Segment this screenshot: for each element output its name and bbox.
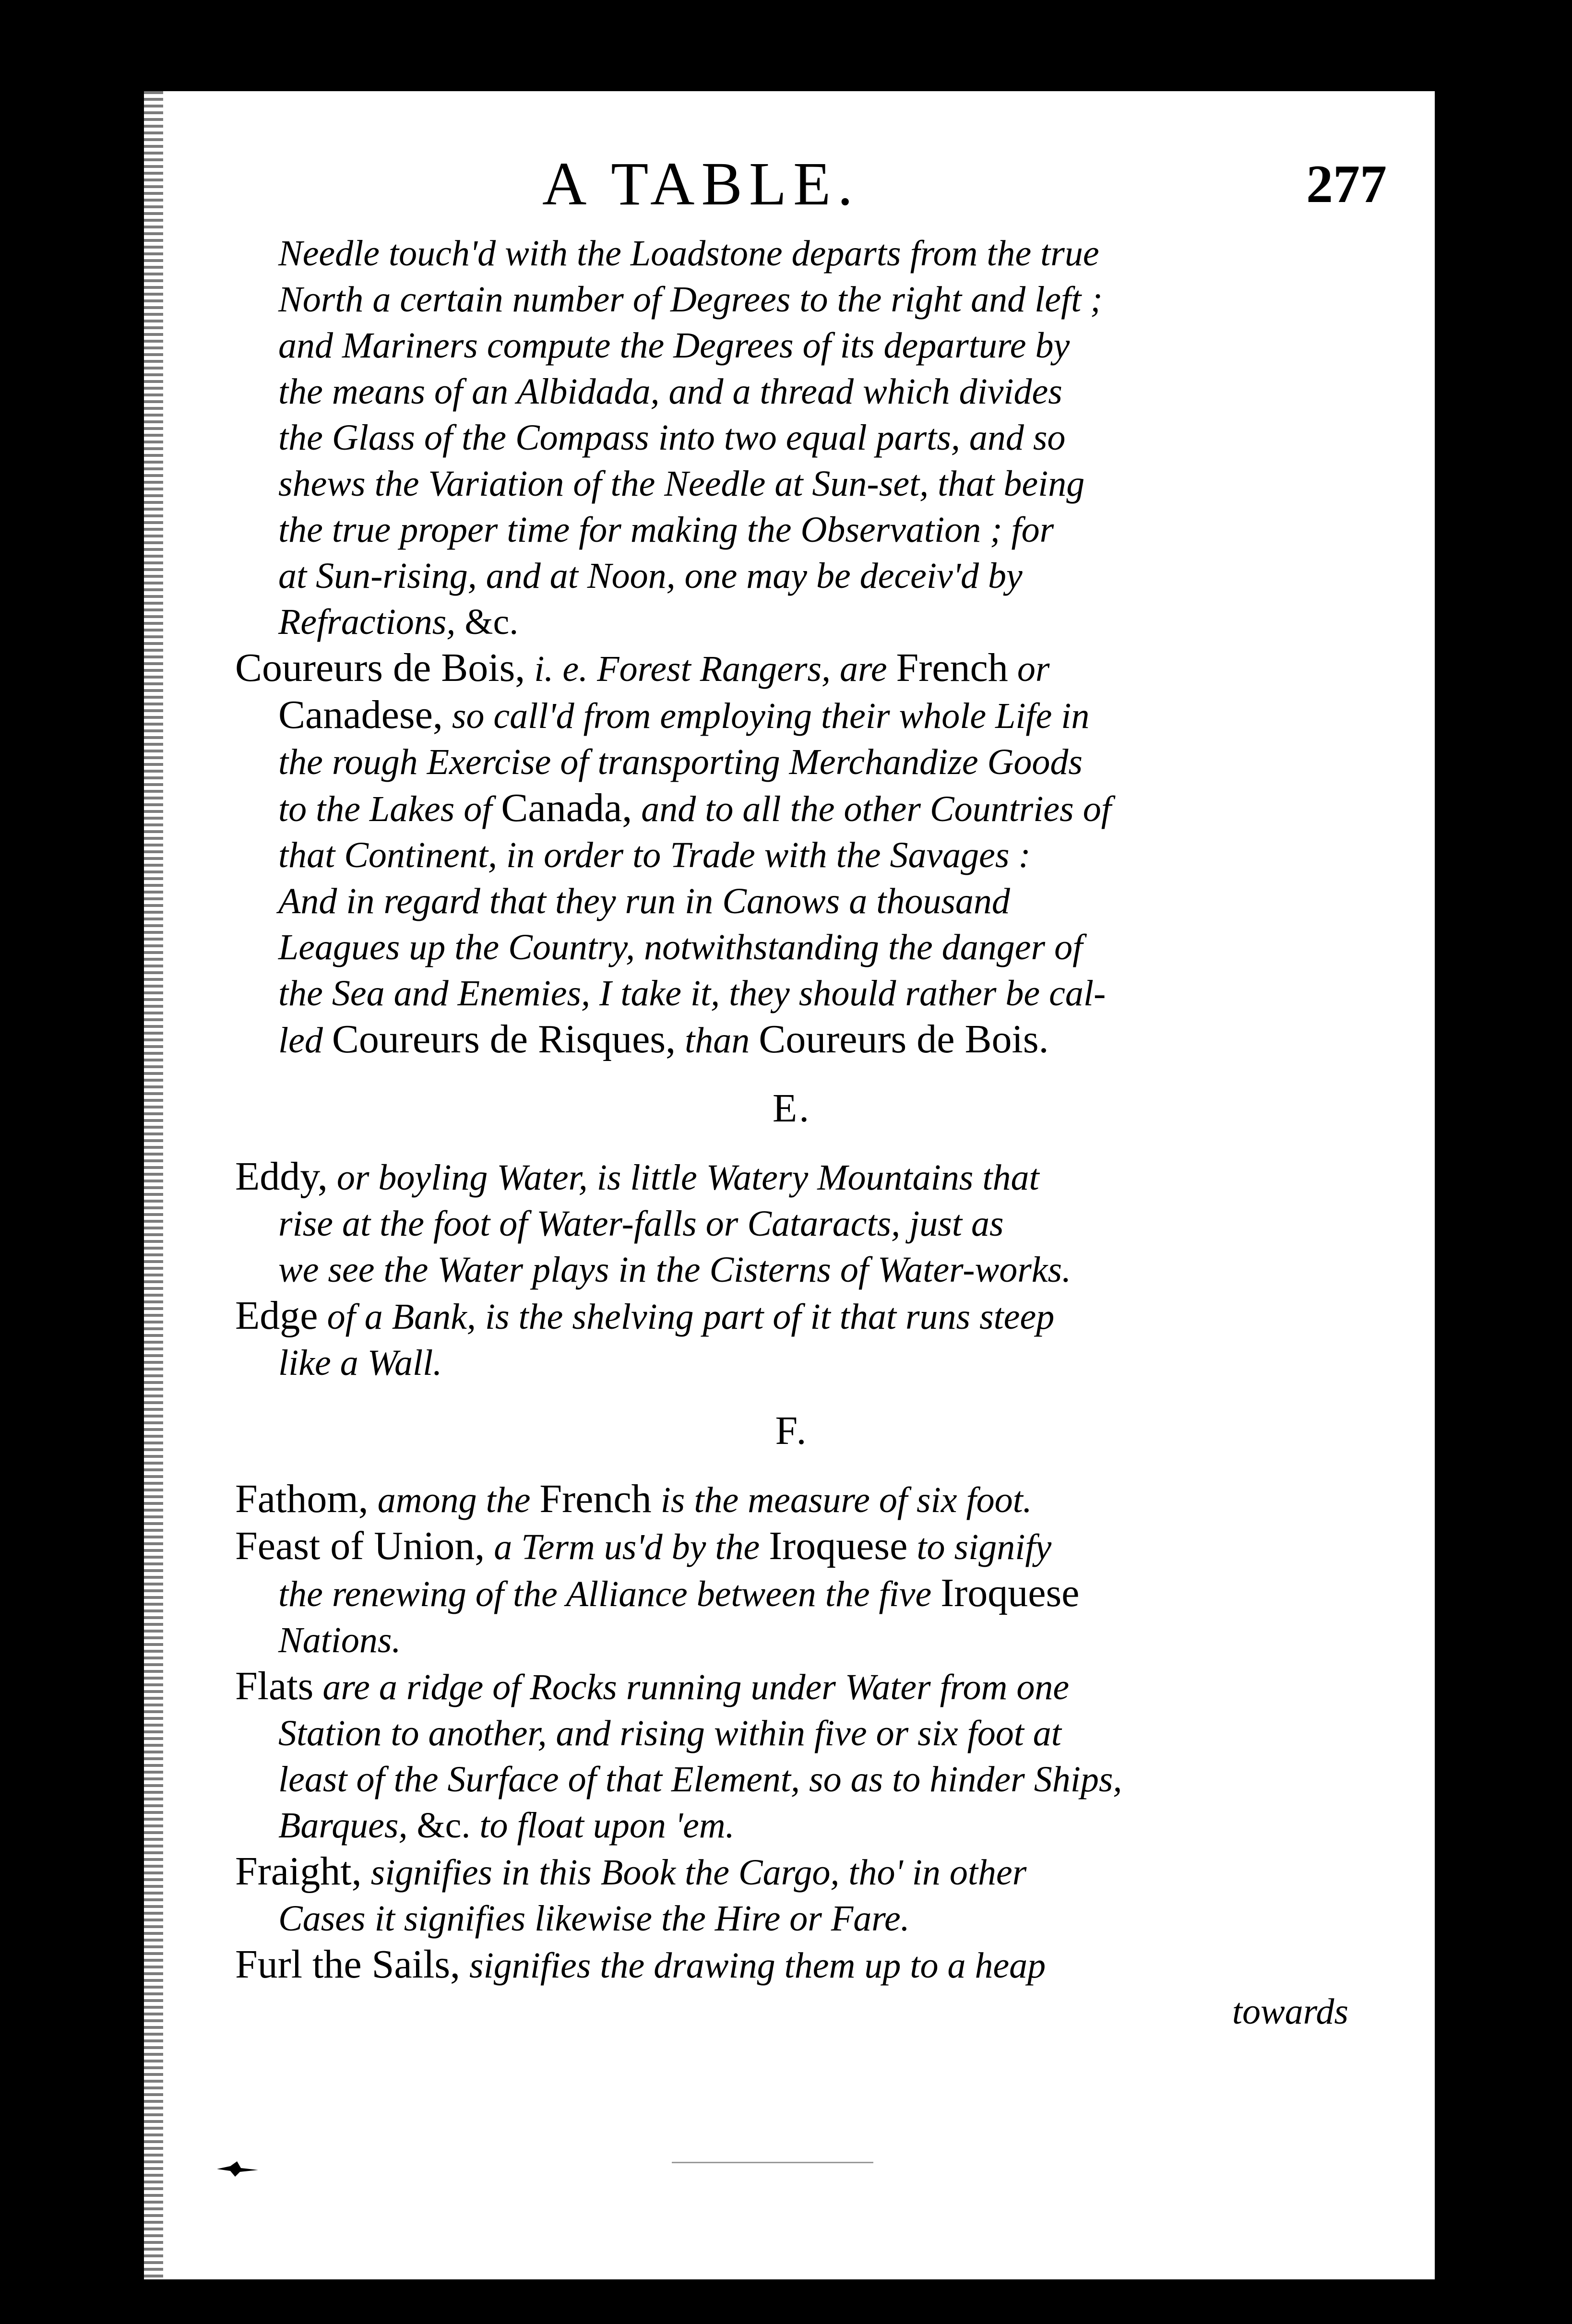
text-line: the Glass of the Compass into two equal parts, and so bbox=[278, 417, 1066, 458]
text-line bbox=[235, 599, 1348, 645]
text-span: Coureurs de Bois. bbox=[759, 1017, 1049, 1061]
entry-term: Fathom, bbox=[235, 1477, 369, 1521]
page-header bbox=[144, 149, 1435, 216]
entry-feast-of-union bbox=[235, 1523, 1348, 1663]
entry-eddy bbox=[235, 1154, 1348, 1293]
entry-fraight bbox=[235, 1848, 1348, 1942]
text-span: Iroquese bbox=[769, 1524, 908, 1568]
text-span: &c. bbox=[455, 602, 519, 642]
entry-continuation bbox=[235, 230, 1348, 645]
text-line: Leagues up the Country, notwithstanding the danger of bbox=[278, 927, 1083, 967]
text-line bbox=[235, 645, 1348, 692]
text-span: French bbox=[896, 645, 1008, 690]
text-line: the means of an Albidada, and a thread which divides bbox=[278, 371, 1062, 412]
text-span: to float upon 'em. bbox=[470, 1805, 735, 1846]
entry-fathom bbox=[235, 1476, 1348, 1523]
text-line bbox=[235, 1848, 1348, 1895]
glossary-text bbox=[235, 230, 1348, 2035]
text-line: the rough Exercise of transporting Merchandize Goods bbox=[278, 742, 1083, 782]
entry-edge bbox=[235, 1293, 1348, 1386]
entry-furl-the-sails bbox=[235, 1942, 1348, 2035]
text-span: Refractions, bbox=[278, 602, 456, 642]
text-span: signifies the drawing them up to a heap bbox=[460, 1945, 1046, 1986]
text-span: Barques, bbox=[278, 1805, 408, 1846]
entry-term: Furl the Sails, bbox=[235, 1942, 461, 1987]
text-span: Canada, bbox=[501, 786, 632, 830]
text-line: the Sea and Enemies, I take it, they should rather be cal- bbox=[278, 973, 1106, 1013]
entry-term: Eddy, bbox=[235, 1154, 328, 1199]
text-line: Needle touch'd with the Loadstone departs from the true bbox=[278, 233, 1099, 274]
text-line bbox=[235, 1154, 1348, 1201]
text-span: of a Bank, is the shelving part of it that runs steep bbox=[318, 1297, 1055, 1337]
text-line: shews the Variation of the Needle at Sun-set, that being bbox=[278, 464, 1085, 504]
entry-term: Edge bbox=[235, 1293, 318, 1338]
text-span: to signify bbox=[907, 1527, 1052, 1567]
text-span: led bbox=[278, 1020, 332, 1061]
text-span: so call'd from employing their whole Life in bbox=[442, 696, 1090, 736]
entry-coureurs-de-bois bbox=[235, 645, 1348, 1063]
text-line bbox=[235, 785, 1348, 832]
entry-term: Flats bbox=[235, 1664, 314, 1708]
catchword: towards bbox=[1232, 1991, 1348, 2032]
text-span: &c. bbox=[407, 1805, 471, 1846]
text-span: the renewing of the Alliance between the five bbox=[278, 1574, 941, 1614]
text-span: Iroquese bbox=[941, 1571, 1080, 1615]
section-heading-e: E. bbox=[772, 1086, 811, 1131]
bottom-rule bbox=[672, 2162, 873, 2163]
text-line bbox=[235, 1293, 1348, 1340]
book-page bbox=[144, 91, 1435, 2279]
text-span: than bbox=[676, 1020, 759, 1061]
text-span: and to all the other Countries of bbox=[632, 789, 1111, 829]
text-line: we see the Water plays in the Cisterns of Water-works. bbox=[278, 1250, 1072, 1290]
text-line: least of the Surface of that Element, so as to hinder Ships, bbox=[278, 1759, 1122, 1800]
text-line: the true proper time for making the Observation ; for bbox=[278, 510, 1054, 550]
entry-term: Coureurs de Bois, bbox=[235, 645, 525, 690]
text-span: to the Lakes of bbox=[278, 789, 501, 829]
text-line bbox=[235, 1523, 1348, 1570]
text-line: rise at the foot of Water-falls or Cataracts, just as bbox=[278, 1204, 1004, 1244]
text-span: signifies in this Book the Cargo, tho' in other bbox=[361, 1852, 1027, 1893]
text-line: like a Wall. bbox=[278, 1343, 442, 1383]
text-line bbox=[235, 692, 1348, 739]
text-span: among the bbox=[368, 1480, 540, 1520]
entry-term: Fraight, bbox=[235, 1849, 362, 1894]
text-line: and Mariners compute the Degrees of its departure by bbox=[278, 325, 1070, 366]
page-number: 277 bbox=[1306, 155, 1387, 214]
text-span: a Term us'd by the bbox=[485, 1527, 769, 1567]
text-span: or boyling Water, is little Watery Mountains that bbox=[327, 1157, 1039, 1198]
page-gutter bbox=[144, 91, 163, 2279]
text-line: Station to another, and rising within five or six foot at bbox=[278, 1713, 1061, 1753]
text-line: Cases it signifies likewise the Hire or Fare. bbox=[278, 1898, 910, 1939]
text-line: And in regard that they run in Canows a thousand bbox=[278, 881, 1010, 921]
text-line bbox=[235, 1016, 1348, 1063]
text-span: are a ridge of Rocks running under Water from one bbox=[313, 1667, 1070, 1707]
running-head: A TABLE. bbox=[542, 150, 860, 218]
section-heading-f: F. bbox=[775, 1408, 809, 1453]
entry-term: Feast of Union, bbox=[235, 1524, 485, 1568]
printer-ornament-icon bbox=[216, 2159, 259, 2179]
text-line bbox=[235, 1570, 1348, 1617]
text-line bbox=[235, 1942, 1348, 1989]
text-line bbox=[235, 1476, 1348, 1523]
text-line: Nations. bbox=[278, 1620, 401, 1660]
text-line bbox=[235, 1663, 1348, 1710]
text-span: Canadese, bbox=[278, 692, 443, 737]
text-span: French bbox=[539, 1477, 652, 1521]
text-span: or bbox=[1008, 649, 1050, 689]
text-line: at Sun-rising, and at Noon, one may be deceiv'd by bbox=[278, 556, 1023, 596]
text-span: is the measure of six foot. bbox=[651, 1480, 1032, 1520]
text-line: North a certain number of Degrees to the right and left ; bbox=[278, 279, 1103, 320]
entry-flats bbox=[235, 1663, 1348, 1848]
text-span: Coureurs de Risques, bbox=[332, 1017, 676, 1061]
text-line bbox=[235, 1802, 1348, 1848]
text-span: i. e. Forest Rangers, are bbox=[525, 649, 896, 689]
text-line: that Continent, in order to Trade with the Savages : bbox=[278, 835, 1031, 875]
